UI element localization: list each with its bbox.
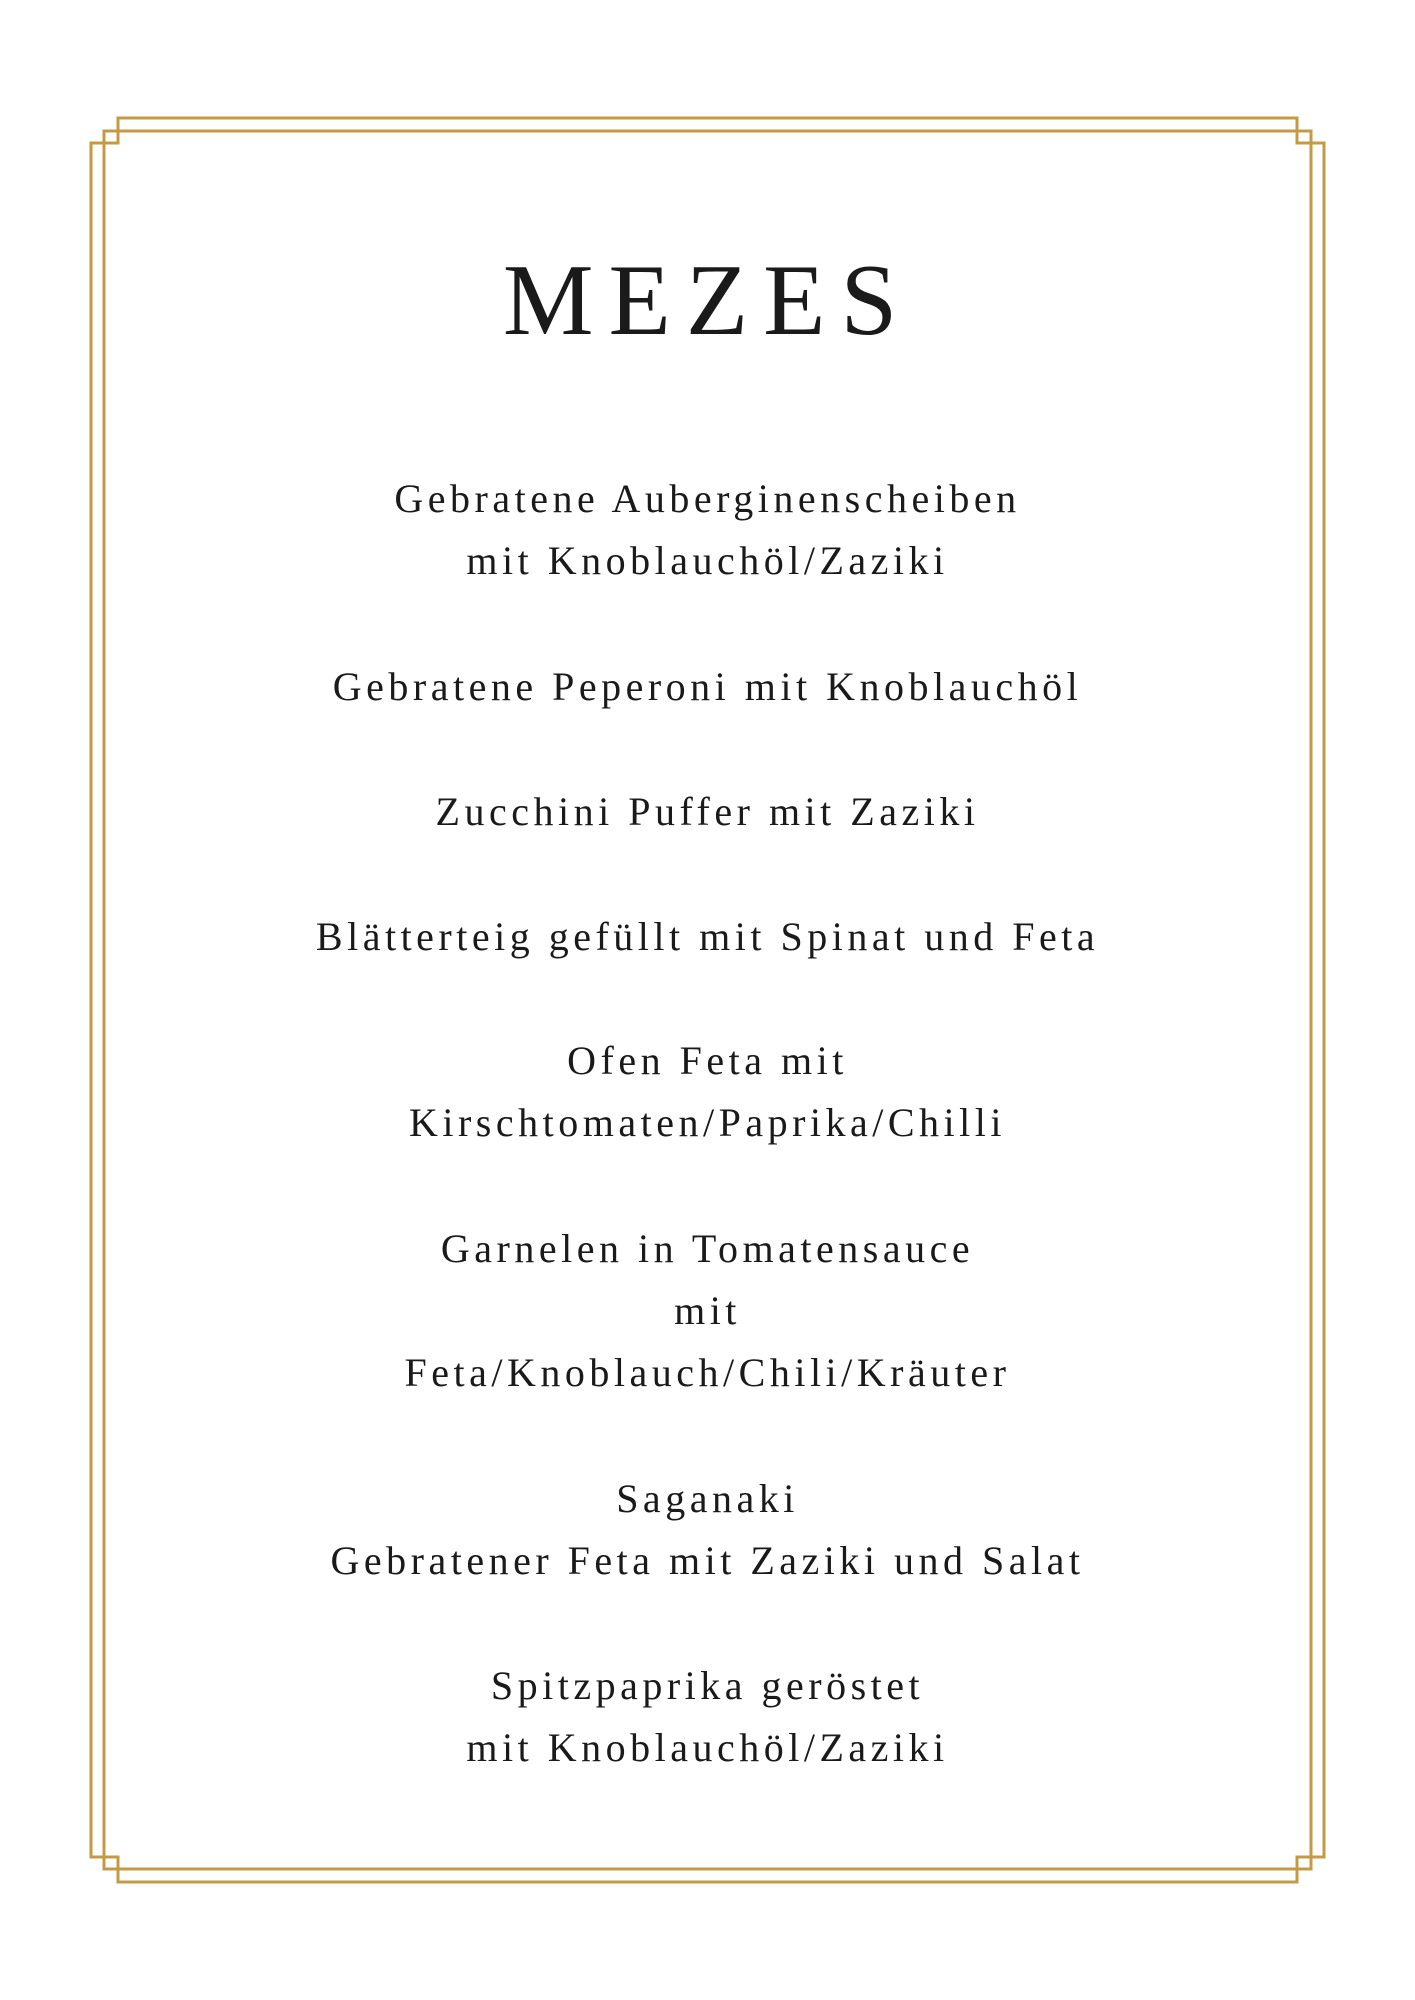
menu-item-blaetterteig (100, 906, 1315, 968)
border-outer (91, 118, 1324, 1882)
menu-item-garnelen (100, 1218, 1315, 1404)
menu-item-line: Gebratene Peperoni mit Knoblauchöl (332, 664, 1083, 709)
menu-item-line: Blätterteig gefüllt mit Spinat und Feta (315, 914, 1100, 959)
menu-item-line: mit Knoblauchöl/Zaziki (466, 1725, 949, 1770)
menu-item-line: mit Knoblauchöl/Zaziki (466, 538, 949, 583)
menu-item-saganaki (100, 1468, 1315, 1592)
menu-item-peperoni (100, 656, 1315, 718)
menu-item-auberginen (100, 468, 1315, 592)
menu-item-zucchini (100, 781, 1315, 843)
menu-item-line: Zucchini Puffer mit Zaziki (435, 789, 980, 834)
menu-item-ofen-feta (100, 1030, 1315, 1154)
menu-item-spitzpaprika (100, 1655, 1315, 1779)
menu-item-line: Spitzpaprika geröstet (490, 1663, 925, 1708)
menu-item-line: Ofen Feta mit (567, 1038, 848, 1083)
menu-item-line: Gebratener Feta mit Zaziki und Salat (330, 1538, 1085, 1583)
menu-item-line: Kirschtomaten/Paprika/Chilli (408, 1100, 1007, 1145)
border-inner (104, 131, 1311, 1869)
menu-item-line: Saganaki (616, 1476, 799, 1521)
menu-item-line: Gebratene Auberginenscheiben (394, 476, 1021, 521)
menu-item-line: Feta/Knoblauch/Chili/Kräuter (404, 1350, 1011, 1395)
menu-item-line: mit (674, 1288, 741, 1333)
page-title: MEZES (502, 244, 913, 357)
menu-item-line: Garnelen in Tomatensauce (440, 1226, 975, 1271)
